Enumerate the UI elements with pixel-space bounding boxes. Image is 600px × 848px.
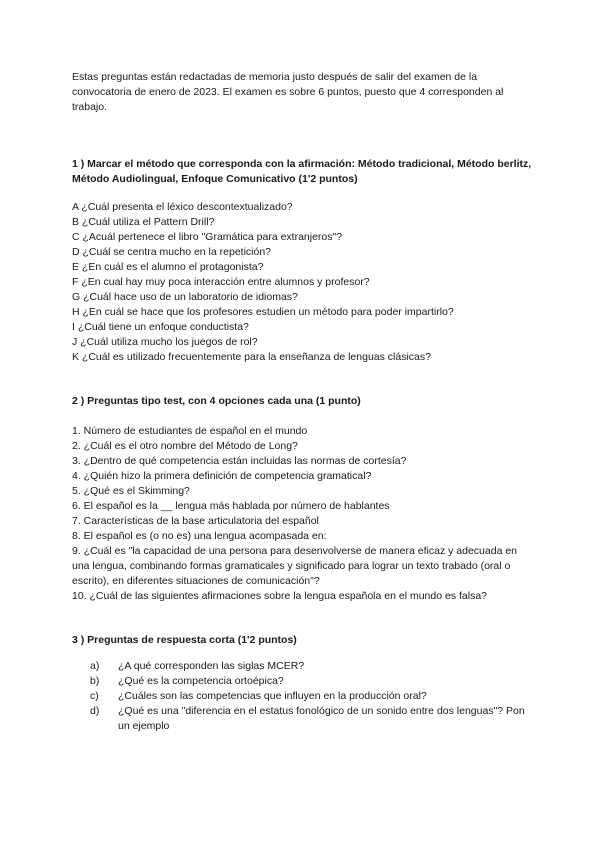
question-item: I ¿Cuál tiene un enfoque conductista?	[72, 321, 249, 333]
section-2-title: 2 ) Preguntas tipo test, con 4 opciones cada una (1 punto)	[72, 395, 361, 407]
list-marker: c)	[90, 690, 99, 702]
question-text: ¿Qué es una "diferencia en el estatus fonológico de un sonido entre dos lenguas"? Pon un ejemplo	[118, 705, 525, 732]
question-item: 9. ¿Cuál es "la capacidad de una persona para desenvolverse de manera eficaz y adecuada en una lengua, combinando formas gramaticales y significado para lograr un texto trabado (oral o escrito), en diferentes situaciones de comunicación"?	[72, 545, 518, 587]
list-marker: b)	[90, 675, 100, 687]
question-item	[72, 689, 532, 704]
question-item: 7. Características de la base articulatoria del español	[72, 515, 319, 527]
question-text: ¿Qué es la competencia ortoépica?	[118, 675, 284, 687]
question-item: 3. ¿Dentro de qué competencia están incluidas las normas de cortesía?	[72, 455, 407, 467]
question-item: A ¿Cuál presenta el léxico descontextualizado?	[72, 201, 293, 213]
question-item: E ¿En cuál es el alumno el protagonista?	[72, 261, 264, 273]
intro-paragraph: Estas preguntas están redactadas de memoria justo después de salir del examen de la convocatoria de enero de 2023. El examen es sobre 6 puntos, puesto que 4 corresponden al trabajo.	[72, 71, 504, 113]
section-1-questions	[72, 200, 532, 365]
question-item: D ¿Cuál se centra mucho en la repetición?	[72, 246, 272, 258]
section-1-title: 1 ) Marcar el método que corresponda con la afirmación: Método tradicional, Método berlitz, Método Audiolingual, Enfoque Comunicativo (1'2 puntos)	[72, 158, 532, 185]
question-item: C ¿Acuál pertenece el libro "Gramática para extranjeros"?	[72, 231, 343, 243]
list-marker: a)	[90, 660, 100, 672]
question-item: 1. Número de estudiantes de español en el mundo	[72, 425, 308, 437]
question-item: F ¿En cual hay muy poca interacción entre alumnos y profesor?	[72, 276, 370, 288]
section-3-questions	[72, 659, 532, 734]
section-3-title: 3 ) Preguntas de respuesta corta (1'2 puntos)	[72, 634, 297, 646]
question-item: 8. El español es (o no es) una lengua acompasada en:	[72, 530, 327, 542]
question-item	[72, 659, 532, 674]
section-2	[72, 394, 532, 604]
question-text: ¿A qué corresponden las siglas MCER?	[118, 660, 305, 672]
question-item	[72, 704, 532, 734]
document-page	[72, 70, 532, 734]
question-item: 10. ¿Cuál de las siguientes afirmaciones sobre la lengua española en el mundo es falsa?	[72, 590, 488, 602]
question-text: ¿Cuáles son las competencias que influyen en la producción oral?	[118, 690, 427, 702]
list-marker: d)	[90, 705, 100, 717]
question-item: B ¿Cuál utiliza el Pattern Drill?	[72, 216, 215, 228]
question-item: J ¿Cuál utiliza mucho los juegos de rol?	[72, 336, 258, 348]
section-3	[72, 633, 532, 734]
question-item: 2. ¿Cuál es el otro nombre del Método de Long?	[72, 440, 298, 452]
question-item: 5. ¿Qué es el Skimming?	[72, 485, 190, 497]
question-item: G ¿Cuál hace uso de un laboratorio de idiomas?	[72, 291, 298, 303]
section-2-questions	[72, 424, 532, 604]
question-item: K ¿Cuál es utilizado frecuentemente para la enseñanza de lenguas clásicas?	[72, 351, 431, 363]
question-item: 4. ¿Quién hizo la primera definición de competencia gramatical?	[72, 470, 372, 482]
question-item: H ¿En cuál se hace que los profesores estudien un método para poder impartirlo?	[72, 306, 454, 318]
question-item	[72, 674, 532, 689]
section-1	[72, 157, 532, 365]
question-item: 6. El español es la __ lengua más hablada por número de hablantes	[72, 500, 390, 512]
